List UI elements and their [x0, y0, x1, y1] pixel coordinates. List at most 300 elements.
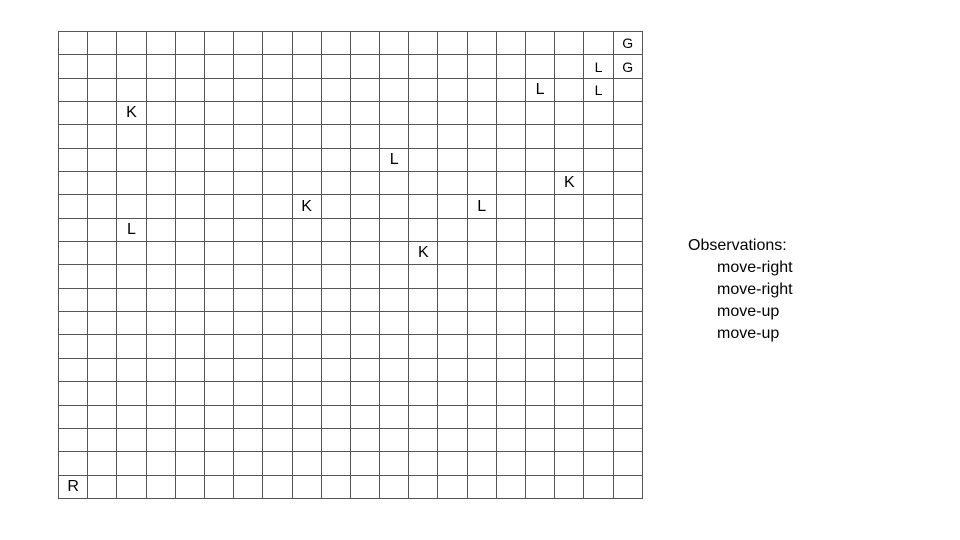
grid-cell: [351, 429, 380, 452]
grid-cell: [176, 55, 205, 78]
grid-cell: [526, 312, 555, 335]
grid-cell: [176, 195, 205, 218]
grid-cell: [176, 125, 205, 148]
grid-cell: [205, 125, 234, 148]
grid-cell: [147, 172, 176, 195]
grid-cell: [117, 172, 146, 195]
grid-cell: [380, 125, 409, 148]
grid-cell: [438, 452, 467, 475]
grid-cell: [234, 312, 263, 335]
grid-cell: [147, 219, 176, 242]
grid-cell: [176, 79, 205, 102]
grid-cell: [614, 79, 643, 102]
grid-cell: [117, 312, 146, 335]
grid-cell: [409, 312, 438, 335]
grid-cell: [584, 102, 613, 125]
grid-cell: [88, 406, 117, 429]
grid-cell: [263, 382, 292, 405]
grid-cell: [263, 312, 292, 335]
observations-panel: [688, 235, 793, 345]
grid-cell: [205, 335, 234, 358]
observations-list: [688, 257, 793, 345]
grid-cell: [176, 359, 205, 382]
grid-cell: [293, 452, 322, 475]
grid-cell: [468, 172, 497, 195]
grid-cell: [117, 195, 146, 218]
grid-cell: [205, 149, 234, 172]
grid-cell: [497, 359, 526, 382]
grid-cell: [293, 172, 322, 195]
grid-cell: [468, 79, 497, 102]
grid-cell: [293, 359, 322, 382]
grid-cell: [351, 382, 380, 405]
grid-cell: [293, 79, 322, 102]
grid-cell: [176, 312, 205, 335]
grid-cell: [147, 312, 176, 335]
grid-cell: [409, 32, 438, 55]
grid-cell: [438, 102, 467, 125]
grid-cell: [88, 359, 117, 382]
grid-cell: [59, 242, 88, 265]
grid-cell: [614, 265, 643, 288]
grid-cell: [497, 429, 526, 452]
grid-cell: [409, 335, 438, 358]
grid-cell: [555, 406, 584, 429]
grid-cell: [468, 429, 497, 452]
grid-cell: [409, 382, 438, 405]
grid-cell-piece: L: [584, 55, 613, 78]
grid-cell: [322, 219, 351, 242]
grid-cell: [380, 265, 409, 288]
grid-cell: [88, 55, 117, 78]
grid-cell: [263, 102, 292, 125]
grid-cell: [409, 406, 438, 429]
grid-cell: [526, 242, 555, 265]
grid-cell: [555, 335, 584, 358]
grid-cell: [88, 452, 117, 475]
grid-cell: [293, 32, 322, 55]
grid-cell: [263, 359, 292, 382]
grid-cell: [59, 335, 88, 358]
grid-cell: [234, 149, 263, 172]
grid-cell: [263, 406, 292, 429]
grid-cell: [497, 406, 526, 429]
grid-cell: [88, 172, 117, 195]
grid-cell: [351, 79, 380, 102]
grid-cell: [584, 195, 613, 218]
grid-cell: [117, 429, 146, 452]
grid-cell: [205, 452, 234, 475]
grid-cell: [234, 55, 263, 78]
grid-cell: [59, 172, 88, 195]
grid-cell: [468, 219, 497, 242]
grid-cell: [88, 382, 117, 405]
grid-cell: [59, 289, 88, 312]
grid-cell: [555, 219, 584, 242]
grid-cell: [497, 32, 526, 55]
grid-cell: [380, 172, 409, 195]
grid-cell: [526, 406, 555, 429]
grid-cell: [205, 265, 234, 288]
grid-cell: [293, 102, 322, 125]
grid-cell: [88, 265, 117, 288]
grid-cell: [584, 219, 613, 242]
grid-cell: [351, 219, 380, 242]
grid-cell: [351, 476, 380, 499]
grid-cell: [380, 289, 409, 312]
grid-cell: [555, 125, 584, 148]
grid-cell: [584, 172, 613, 195]
grid-cell: [614, 289, 643, 312]
grid-cell: [526, 55, 555, 78]
grid-cell: [380, 429, 409, 452]
grid-cell: [88, 125, 117, 148]
grid-cell: [147, 149, 176, 172]
grid-cell: [468, 335, 497, 358]
grid-cell-piece: R: [59, 476, 88, 499]
grid-cell: [584, 149, 613, 172]
grid-cell: [497, 265, 526, 288]
grid-cell: [438, 172, 467, 195]
grid-cell: [322, 359, 351, 382]
grid-cell: [584, 265, 613, 288]
grid-cell: [147, 195, 176, 218]
grid-cell: [117, 289, 146, 312]
grid-cell: [438, 242, 467, 265]
grid-cell: [380, 195, 409, 218]
grid-cell: [117, 265, 146, 288]
grid-cell: [380, 242, 409, 265]
grid-cell: [88, 195, 117, 218]
grid-cell: [117, 452, 146, 475]
grid-cell: [351, 32, 380, 55]
grid-cell: [497, 172, 526, 195]
grid-cell: [555, 195, 584, 218]
grid-cell: [468, 312, 497, 335]
grid-cell: [614, 382, 643, 405]
grid-cell: [205, 195, 234, 218]
grid-cell: [409, 55, 438, 78]
grid-cell: [322, 476, 351, 499]
grid-cell: [59, 32, 88, 55]
grid-cell: [438, 406, 467, 429]
grid-cell: [234, 335, 263, 358]
grid-cell: [59, 219, 88, 242]
grid-cell: [147, 242, 176, 265]
grid-cell: [468, 382, 497, 405]
grid-cell: [555, 32, 584, 55]
grid-cell: [59, 55, 88, 78]
grid-cell: [351, 195, 380, 218]
grid-cell: [147, 32, 176, 55]
grid-cell: [438, 219, 467, 242]
grid-cell: [409, 359, 438, 382]
grid-cell: [380, 312, 409, 335]
grid-cell: [614, 335, 643, 358]
grid-cell: [263, 79, 292, 102]
grid-cell: [293, 312, 322, 335]
grid-cell: [555, 149, 584, 172]
grid-cell: [409, 219, 438, 242]
grid-cell: [409, 265, 438, 288]
grid-cell: [497, 382, 526, 405]
grid-cell: [409, 429, 438, 452]
grid-cell-piece: L: [380, 149, 409, 172]
grid-cell: [263, 242, 292, 265]
grid-cell: [176, 452, 205, 475]
grid-cell: [526, 452, 555, 475]
grid-cell: [322, 149, 351, 172]
grid-cell: [59, 406, 88, 429]
grid-cell: [322, 195, 351, 218]
grid-cell: [380, 219, 409, 242]
grid-cell: [497, 242, 526, 265]
grid-cell: [322, 429, 351, 452]
grid-cell: [526, 125, 555, 148]
grid-cell-piece: L: [468, 195, 497, 218]
grid-cell: [438, 429, 467, 452]
grid-cell: [468, 265, 497, 288]
grid-cell: [351, 102, 380, 125]
grid-cell: [59, 429, 88, 452]
grid-cell: [263, 335, 292, 358]
grid-cell: [176, 265, 205, 288]
grid-cell: [497, 125, 526, 148]
grid-cell: [614, 172, 643, 195]
observation-item: move-up: [717, 303, 780, 320]
grid-cell: [526, 172, 555, 195]
grid-cell: [88, 335, 117, 358]
grid-cell: [409, 149, 438, 172]
observations-heading: Observations:: [688, 237, 787, 254]
grid-cell: [351, 125, 380, 148]
grid-cell: [59, 149, 88, 172]
grid-cell: [234, 195, 263, 218]
grid-cell: [293, 289, 322, 312]
grid-cell: [205, 55, 234, 78]
grid-cell: [380, 359, 409, 382]
grid-cell: [88, 429, 117, 452]
grid-cell: [147, 79, 176, 102]
grid-cell-piece: K: [409, 242, 438, 265]
grid-cell: [263, 265, 292, 288]
grid-cell-piece: K: [555, 172, 584, 195]
grid-cell: [234, 172, 263, 195]
grid-cell: [234, 125, 263, 148]
observation-item: move-right: [717, 281, 793, 298]
grid-cell: [380, 476, 409, 499]
grid-cell: [497, 476, 526, 499]
grid-cell: [351, 359, 380, 382]
grid-cell: [351, 265, 380, 288]
grid-cell: [59, 452, 88, 475]
grid-cell: [176, 335, 205, 358]
grid-cell: [351, 406, 380, 429]
grid-cell: [614, 452, 643, 475]
grid-cell: [263, 476, 292, 499]
grid-cell: [205, 172, 234, 195]
grid-cell: [263, 125, 292, 148]
grid-cell: [555, 359, 584, 382]
grid-cell: [584, 312, 613, 335]
grid-cell: [526, 476, 555, 499]
grid-cell: [322, 382, 351, 405]
grid-cell: [263, 452, 292, 475]
grid-cell: [555, 242, 584, 265]
grid-cell-piece: G: [614, 32, 643, 55]
grid-cell: [176, 102, 205, 125]
grid-cell: [234, 242, 263, 265]
grid-cell: [438, 289, 467, 312]
grid-cell: [468, 476, 497, 499]
grid-cell: [88, 242, 117, 265]
grid-cell: [147, 125, 176, 148]
grid-cell: [409, 125, 438, 148]
grid-cell: [526, 195, 555, 218]
grid-cell: [59, 195, 88, 218]
grid-cell: [584, 125, 613, 148]
grid-cell: [176, 172, 205, 195]
grid-cell: [409, 79, 438, 102]
grid-cell: [351, 452, 380, 475]
grid-cell: [263, 55, 292, 78]
grid-cell: [526, 429, 555, 452]
grid-cell: [322, 265, 351, 288]
grid-cell: [409, 195, 438, 218]
grid-cell: [468, 149, 497, 172]
grid-cell-piece: L: [117, 219, 146, 242]
grid-cell: [117, 79, 146, 102]
grid-cell: [614, 102, 643, 125]
grid-cell: [234, 79, 263, 102]
grid-cell: [526, 335, 555, 358]
grid-cell: [234, 219, 263, 242]
grid-cell: [59, 265, 88, 288]
grid-cell: [497, 195, 526, 218]
grid-cell: [147, 102, 176, 125]
grid-cell: [205, 382, 234, 405]
grid-cell: [59, 125, 88, 148]
grid-cell: [59, 359, 88, 382]
grid-cell: [117, 406, 146, 429]
grid-cell: [263, 195, 292, 218]
grid-cell: [555, 79, 584, 102]
grid-cell: [176, 429, 205, 452]
grid-cell: [117, 149, 146, 172]
grid-cell: [351, 172, 380, 195]
grid-cell: [555, 289, 584, 312]
grid-cell: [438, 312, 467, 335]
grid-cell: [614, 429, 643, 452]
grid-cell: [497, 102, 526, 125]
grid-cell: [584, 32, 613, 55]
grid-cell: [380, 32, 409, 55]
grid-cell: [438, 79, 467, 102]
grid-cell: [614, 149, 643, 172]
grid-cell: [380, 79, 409, 102]
grid-cell: [584, 429, 613, 452]
grid-cell: [526, 32, 555, 55]
grid-cell: [322, 312, 351, 335]
grid-cell: [526, 359, 555, 382]
grid-cell: [176, 242, 205, 265]
grid-cell: [147, 429, 176, 452]
grid-cell: [147, 452, 176, 475]
grid-cell: [497, 149, 526, 172]
grid-cell: [263, 149, 292, 172]
grid-cell: [147, 476, 176, 499]
grid-cell: [351, 335, 380, 358]
grid-cell: [147, 382, 176, 405]
grid-cell: [147, 55, 176, 78]
grid-cell: [526, 102, 555, 125]
grid-cell: [614, 406, 643, 429]
grid-cell: [117, 359, 146, 382]
grid-cell: [147, 335, 176, 358]
grid-cell: [584, 406, 613, 429]
grid-cell: [205, 312, 234, 335]
grid-cell: [234, 359, 263, 382]
grid-cell: [263, 429, 292, 452]
grid-cell: [263, 219, 292, 242]
grid-cell: [234, 406, 263, 429]
grid-cell: [468, 242, 497, 265]
grid-cell: [497, 312, 526, 335]
grid-cell: [205, 32, 234, 55]
grid-cell: [409, 289, 438, 312]
grid-cell: [117, 382, 146, 405]
grid-cell: [614, 312, 643, 335]
grid-cell: [205, 429, 234, 452]
grid-cell: [322, 172, 351, 195]
grid-cell: [584, 289, 613, 312]
grid-cell: [614, 359, 643, 382]
grid-cell: [263, 172, 292, 195]
grid-cell: [380, 382, 409, 405]
grid-cell: [205, 242, 234, 265]
grid-cell: [234, 452, 263, 475]
grid-cell: [614, 242, 643, 265]
grid-cell: [293, 125, 322, 148]
grid-cell: [176, 382, 205, 405]
grid-cell: [409, 172, 438, 195]
grid-cell: [438, 382, 467, 405]
grid-cell: [380, 452, 409, 475]
grid-cell: [205, 406, 234, 429]
grid-cell: [205, 359, 234, 382]
grid-cell: [584, 382, 613, 405]
grid-cell: [88, 149, 117, 172]
grid-cell: [234, 289, 263, 312]
grid-cell: [205, 79, 234, 102]
grid-cell: [176, 32, 205, 55]
grid-cell: [468, 125, 497, 148]
grid-cell-piece: L: [584, 79, 613, 102]
grid-cell: [438, 32, 467, 55]
grid-cell: [497, 219, 526, 242]
grid-cell: [88, 312, 117, 335]
grid-cell: [147, 265, 176, 288]
grid-cell: [293, 149, 322, 172]
observation-item: move-right: [717, 259, 793, 276]
grid-cell: [322, 125, 351, 148]
grid-cell: [176, 149, 205, 172]
observation-item: move-up: [717, 325, 780, 342]
grid-cell: [234, 476, 263, 499]
grid-cell: [205, 289, 234, 312]
grid-cell: [117, 242, 146, 265]
grid-cell: [409, 476, 438, 499]
